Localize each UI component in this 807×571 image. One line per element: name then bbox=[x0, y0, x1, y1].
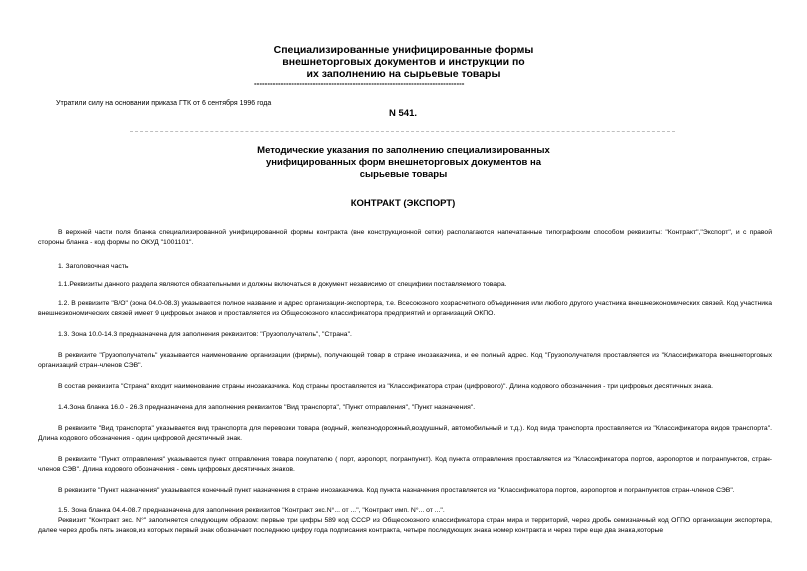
header-dashes: ------------------------------------------------------------------------------- bbox=[254, 79, 465, 88]
document-number: N 541. bbox=[389, 108, 417, 119]
header-title-line-3: их заполнению на сырьевые товары bbox=[306, 68, 501, 80]
subtitle-line-1: Методические указания по заполнению специализированных bbox=[257, 145, 550, 156]
header-title-line-2: внешнеторговых документов и инструкции по bbox=[282, 56, 525, 68]
paragraph-1-5: 1.5. Зона бланка 04.4-08.7 предназначена для заполнения реквизитов "Контракт экс.N°... от ...", "Контракт имп. N°... от ...". bbox=[58, 507, 445, 514]
paragraph-departure: В реквизите "Пункт отправления" указывается пункт отправления товара покупателю ( порт, аэропорт, погранпункт). Код пункта отправления проставляется из "Классификатора портов, аэропортов и погранпунктов, стран-членов СЭВ". Длина кодового обозначения - семь цифровых десятичных знаков. bbox=[38, 456, 772, 473]
paragraph-1-4: 1.4.Зона бланка 16.0 - 26.3 предназначена для заполнения реквизитов "Вид транспорта", "Пункт отправления", "Пункт назначения". bbox=[58, 404, 476, 411]
subtitle-line-3: сырьевые товары bbox=[359, 169, 448, 180]
section-title: КОНТРАКТ (ЭКСПОРТ) bbox=[350, 198, 456, 209]
paragraph-intro: В верхней части поля бланка специализированной унифицированной формы контракта (вне конструкционной сетки) располагаются напечатанные типографским способом реквизиты: "Контракт","Экспорт", и с правой стороны бланка - код формы по ОКУД "1001101". bbox=[38, 229, 772, 246]
paragraph-heading-1: 1. Заголовочная часть bbox=[58, 263, 129, 270]
dotted-divider bbox=[130, 131, 675, 132]
subtitle-line-2: унифицированных форм внешнеторговых документов на bbox=[265, 157, 542, 168]
paragraph-1-1: 1.1.Реквизиты данного раздела являются обязательными и должны включаться в документ независимо от специфики поставляемого товара. bbox=[58, 281, 507, 288]
header-title-line-1: Специализированные унифицированные формы bbox=[273, 44, 534, 56]
paragraph-consignee: В реквизите "Грузополучатель" указывается наименование организации (фирмы), получающей товар в стране инозаказчика, и ее полный адрес. Код "Грузополучателя проставляется из "Классификатора внешнеторговых организаций стран-членов СЭВ". bbox=[38, 352, 772, 369]
paragraph-destination: В реквизите "Пункт назначения" указывается конечный пункт назначения в стране инозаказчика. Код пункта назначения проставляется из "Классификатора портов, аэропортов и погранпунктов стран-членов СЭВ". bbox=[58, 487, 735, 494]
paragraph-contract-number: Реквизит "Контракт экс. N°" заполняется следующим образом: первые три цифры 589 код СССР из Общесоюзного классификатора стран мира и территорий, через дробь семизначный код ОГПО организации экспортера, далее через дробь пять знаков,из которых первый знак обозначает последнюю цифру года подписания контракта, четыре последующих знака номер контракта и через тире еще два знака,которые bbox=[38, 517, 772, 534]
paragraph-country: В состав реквизита "Страна" входит наименование страны инозаказчика. Код страны проставляется из "Классификатора стран (цифрового)". Длина кодового обозначения - три цифровых десятичных знака. bbox=[58, 383, 714, 390]
paragraph-transport: В реквизите "Вид транспорта" указывается вид транспорта для перевозки товара (водный, железнодорожный,воздушный, автомобильный и т.д.). Код вида транспорта проставляется из "Классификатора видов транспорта". Длина кодового обозначения - один цифровой десятичный знак. bbox=[38, 425, 772, 442]
paragraph-1-3: 1.3. Зона 10.0-14.3 предназначена для заполнения реквизитов: "Грузополучатель", "Страна". bbox=[58, 331, 352, 338]
paragraph-1-2: 1.2. В реквизите "В/О" (зона 04.0-08.3) указывается полное название и адрес организации-экспортера, т.е. Всесоюзного хозрасчетного объединения или любого другого участника внешнеэкономических связей. Код участника внешнеэкономических связей имеет 9 цифровых знаков и проставляется из Общесоюзного классификатора предприятий и организаций ОКПО. bbox=[38, 300, 772, 317]
revoked-note: Утратили силу на основании приказа ГТК от 6 сентября 1996 года bbox=[56, 100, 272, 107]
